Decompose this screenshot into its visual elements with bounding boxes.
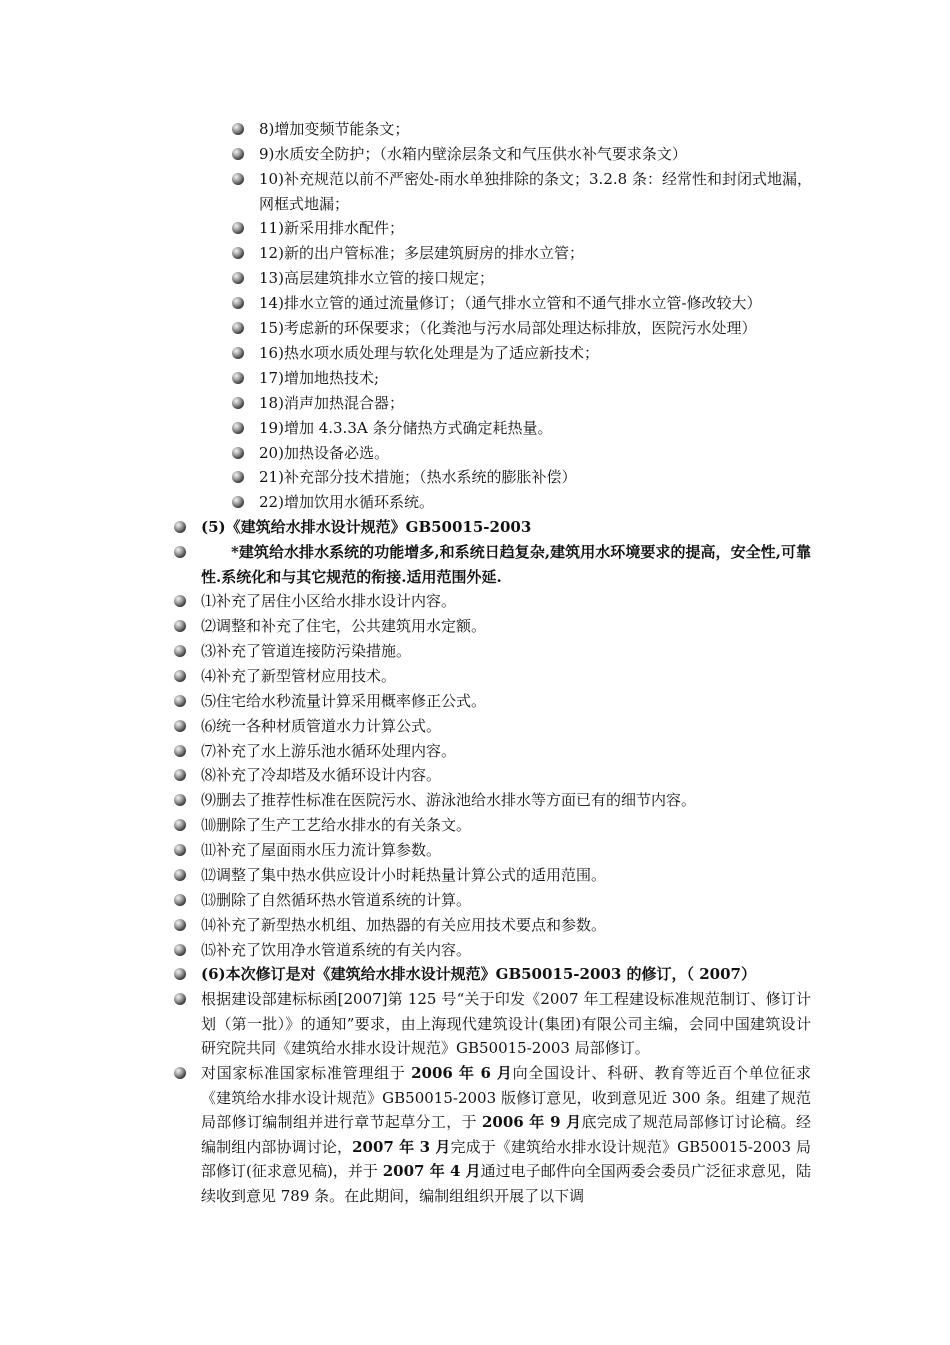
list-item: 12)新的出户管标准；多层建筑厨房的排水立管；	[259, 241, 819, 266]
paragraph: 根据建设部建标标函[2007]第 125 号“关于印发《2007 年工程建设标准规范制订、修订计划（第一批）》的通知”要求，由上海现代建筑设计(集团)有限公司主编，会同中国建筑设计研究院共同《建筑给水排水设计规范》GB50015-2003 局部修订。	[201, 987, 811, 1061]
bullet-icon	[174, 720, 186, 732]
bullet-icon	[232, 347, 244, 359]
list-item: ⑶补充了管道连接防污染措施。	[201, 639, 811, 664]
list-item: 18)消声加热混合器；	[259, 391, 819, 416]
bullet-icon	[174, 595, 186, 607]
section-heading: (5)《建筑给水排水设计规范》GB50015-2003	[201, 515, 811, 540]
bullet-icon	[174, 521, 186, 533]
list-item: 14)排水立管的通过流量修订；（通气排水立管和不通气排水立管-修改较大）	[259, 291, 819, 316]
bullet-icon	[232, 123, 244, 135]
bullet-icon	[174, 844, 186, 856]
bullet-icon	[174, 944, 186, 956]
bullet-icon	[232, 222, 244, 234]
list-item: 22)增加饮用水循环系统。	[259, 490, 819, 515]
bullet-icon	[174, 819, 186, 831]
section-heading: (6)本次修订是对《建筑给水排水设计规范》GB50015-2003 的修订，（ 2007）	[201, 962, 811, 987]
bullet-icon	[232, 471, 244, 483]
bullet-icon	[174, 1067, 186, 1079]
bullet-icon	[232, 272, 244, 284]
list-item: 21)补充部分技术措施；（热水系统的膨胀补偿）	[259, 465, 819, 490]
bullet-icon	[232, 297, 244, 309]
bullet-icon	[232, 148, 244, 160]
list-item: ⑸住宅给水秒流量计算采用概率修正公式。	[201, 689, 811, 714]
bullet-icon	[174, 645, 186, 657]
bullet-icon	[232, 322, 244, 334]
bullet-icon	[174, 993, 186, 1005]
list-item: 13)高层建筑排水立管的接口规定；	[259, 266, 819, 291]
bullet-icon	[174, 894, 186, 906]
bullet-icon	[174, 869, 186, 881]
bullet-icon	[174, 794, 186, 806]
bullet-icon	[232, 173, 244, 185]
bullet-icon	[174, 968, 186, 980]
list-item: ⒂补充了饮用净水管道系统的有关内容。	[201, 938, 811, 963]
list-item: ⑾补充了屋面雨水压力流计算参数。	[201, 838, 811, 863]
list-item: 11)新采用排水配件；	[259, 216, 819, 241]
list-item: 20)加热设备必选。	[259, 441, 819, 466]
list-item: 17)增加地热技术;	[259, 366, 819, 391]
list-item: 16)热水项水质处理与软化处理是为了适应新技术；	[259, 341, 819, 366]
paragraph: 对国家标准国家标准管理组于 2006 年 6 月向全国设计、科研、教育等近百个单位征求《建筑给水排水设计规范》GB50015-2003 版修订意见，收到意见近 300 条。组建了规范局部修订编制组并进行章节起草分工，于 2006 年 9 月底完成了规范局部修订讨论稿。经编制组内部协调讨论，2007 年 3 月完成于《建筑给水排水设计规范》GB50015-2003 局部修订(征求意见稿)，并于 2007 年 4 月通过电子邮件向全国两委会委员广泛征求意见，陆续收到意见 789 条。在此期间，编制组组织开展了以下调	[201, 1061, 811, 1208]
list-item: ⑴补充了居住小区给水排水设计内容。	[201, 589, 811, 614]
list-item: ⑽删除了生产工艺给水排水的有关条文。	[201, 813, 811, 838]
list-item: ⑻补充了冷却塔及水循环设计内容。	[201, 763, 811, 788]
list-item: ⑼删去了推荐性标准在医院污水、游泳池给水排水等方面已有的细节内容。	[201, 788, 811, 813]
section-summary: *建筑给水排水系统的功能增多,和系统日趋复杂,建筑用水环境要求的提高，安全性,可靠性.系统化和与其它规范的衔接.适用范围外延.	[201, 540, 811, 589]
bullet-icon	[174, 769, 186, 781]
bullet-icon	[232, 372, 244, 384]
bullet-icon	[232, 496, 244, 508]
bullet-icon	[174, 670, 186, 682]
list-item: ⒁补充了新型热水机组、加热器的有关应用技术要点和参数。	[201, 913, 811, 938]
bullet-icon	[232, 422, 244, 434]
list-item: 8)增加变频节能条文；	[259, 117, 819, 142]
list-item: ⑹统一各种材质管道水力计算公式。	[201, 714, 811, 739]
list-item: ⒀删除了自然循环热水管道系统的计算。	[201, 888, 811, 913]
bullet-icon	[232, 447, 244, 459]
bullet-icon	[174, 546, 186, 558]
bullet-icon	[174, 620, 186, 632]
bullet-icon	[232, 397, 244, 409]
list-item: 10)补充规范以前不严密处-雨水单独排除的条文；3.2.8 条：经常性和封闭式地漏，网框式地漏；	[259, 167, 819, 216]
bullet-icon	[174, 695, 186, 707]
list-item: ⑿调整了集中热水供应设计小时耗热量计算公式的适用范围。	[201, 863, 811, 888]
list-item: ⑺补充了水上游乐池水循环处理内容。	[201, 739, 811, 764]
bullet-icon	[232, 247, 244, 259]
list-item: ⑵调整和补充了住宅，公共建筑用水定额。	[201, 614, 811, 639]
list-item: 9)水质安全防护；（水箱内壁涂层条文和气压供水补气要求条文）	[259, 142, 819, 167]
list-item: 15)考虑新的环保要求；（化粪池与污水局部处理达标排放，医院污水处理）	[259, 316, 819, 341]
bullet-icon	[174, 745, 186, 757]
list-item: ⑷补充了新型管材应用技术。	[201, 664, 811, 689]
bullet-icon	[174, 919, 186, 931]
list-item: 19)增加 4.3.3A 条分储热方式确定耗热量。	[259, 416, 819, 441]
